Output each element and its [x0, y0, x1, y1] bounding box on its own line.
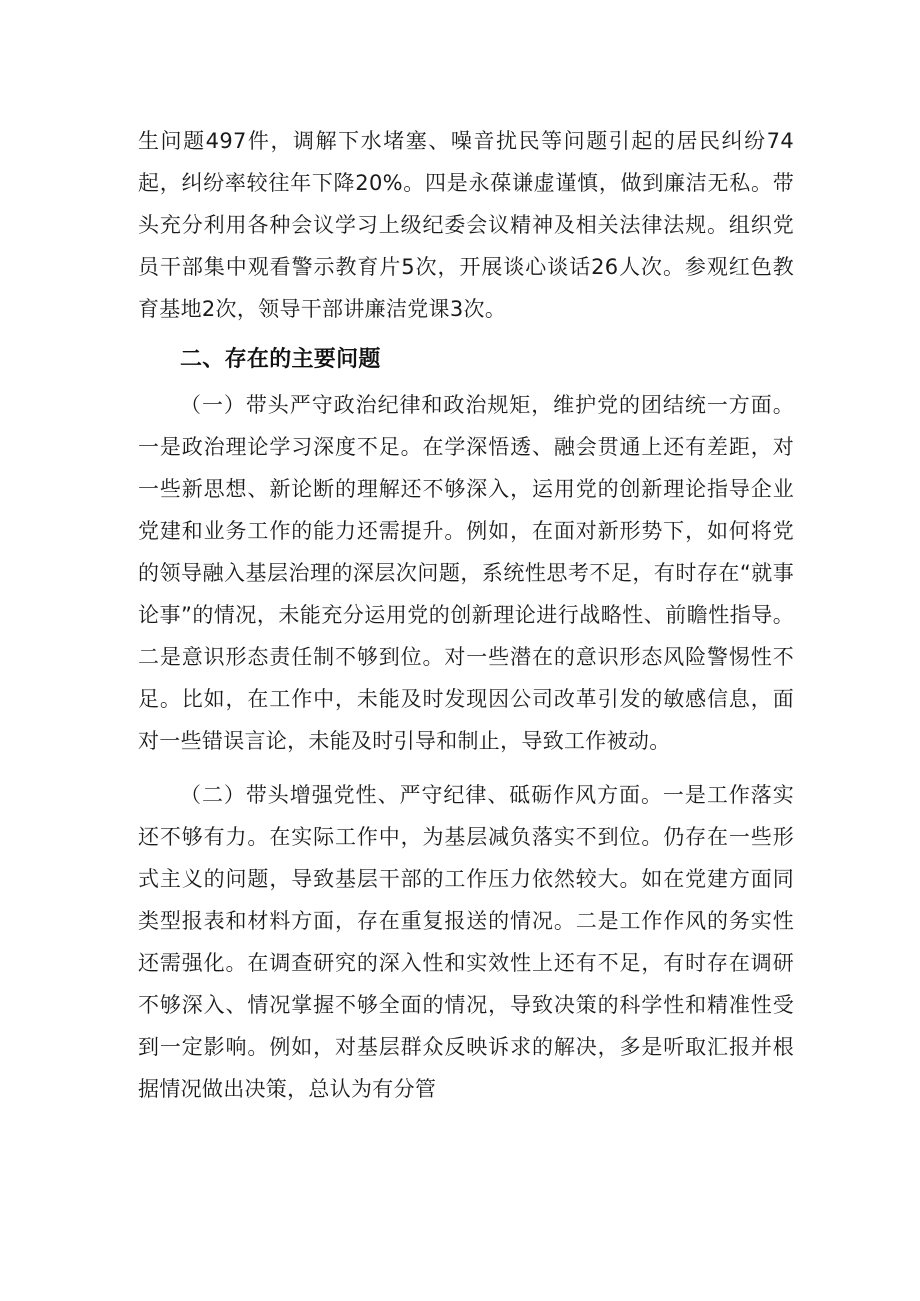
section-heading: 二、存在的主要问题 — [180, 347, 381, 372]
paragraph-political-discipline: （一）带头严守政治纪律和政治规矩，维护党的团结统一方面。一是政治理论学习深度不足。在学深悟透、融会贯通上还有差距，对一些新思想、新论断的理解还不够深入，运用党的创新理论指导企业党建和业务工作的能力还需提升。例如，在面对新形势下，如何将党的领导融入基层治理的深层次问题，系统性思考不足，有时存在“就事论事”的情况，未能充分运用党的创新理论进行战略性、前瞻性指导。二是意识形态责任制不够到位。对一些潜在的意识形态风险警惕性不足。比如，在工作中，未能及时发现因公司改革引发的敏感信息，面对一些错误言论，未能及时引导和制止，导致工作被动。 — [138, 393, 794, 753]
paragraph-spacer — [138, 762, 794, 774]
paragraph-continuation: 生问题497件，调解下水堵塞、噪音扰民等问题引起的居民纠纷74起，纠纷率较往年下降20%。四是永葆谦虚谨慎，做到廉洁无私。带头充分利用各种会议学习上级纪委会议精神及相关法律法规。组织党员干部集中观看警示教育片5次，开展谈心谈话26人次。参观红色教育基地2次，领导干部讲廉洁党课3次。 — [138, 129, 794, 321]
paragraph-party-spirit: （二）带头增强党性、严守纪律、砥砺作风方面。一是工作落实还不够有力。在实际工作中，为基层减负落实不到位。仍存在一些形式主义的问题，导致基层干部的工作压力依然较大。如在党建方面同类型报表和材料方面，存在重复报送的情况。二是工作作风的务实性还需强化。在调查研究的深入性和实效性上还有不足，有时存在调研不够深入、情况掌握不够全面的情况，导致决策的科学性和精准性受到一定影响。例如，对基层群众反映诉求的解决，多是听取汇报并根据情况做出决策，总认为有分管 — [138, 783, 794, 1101]
document-body — [138, 120, 794, 1110]
